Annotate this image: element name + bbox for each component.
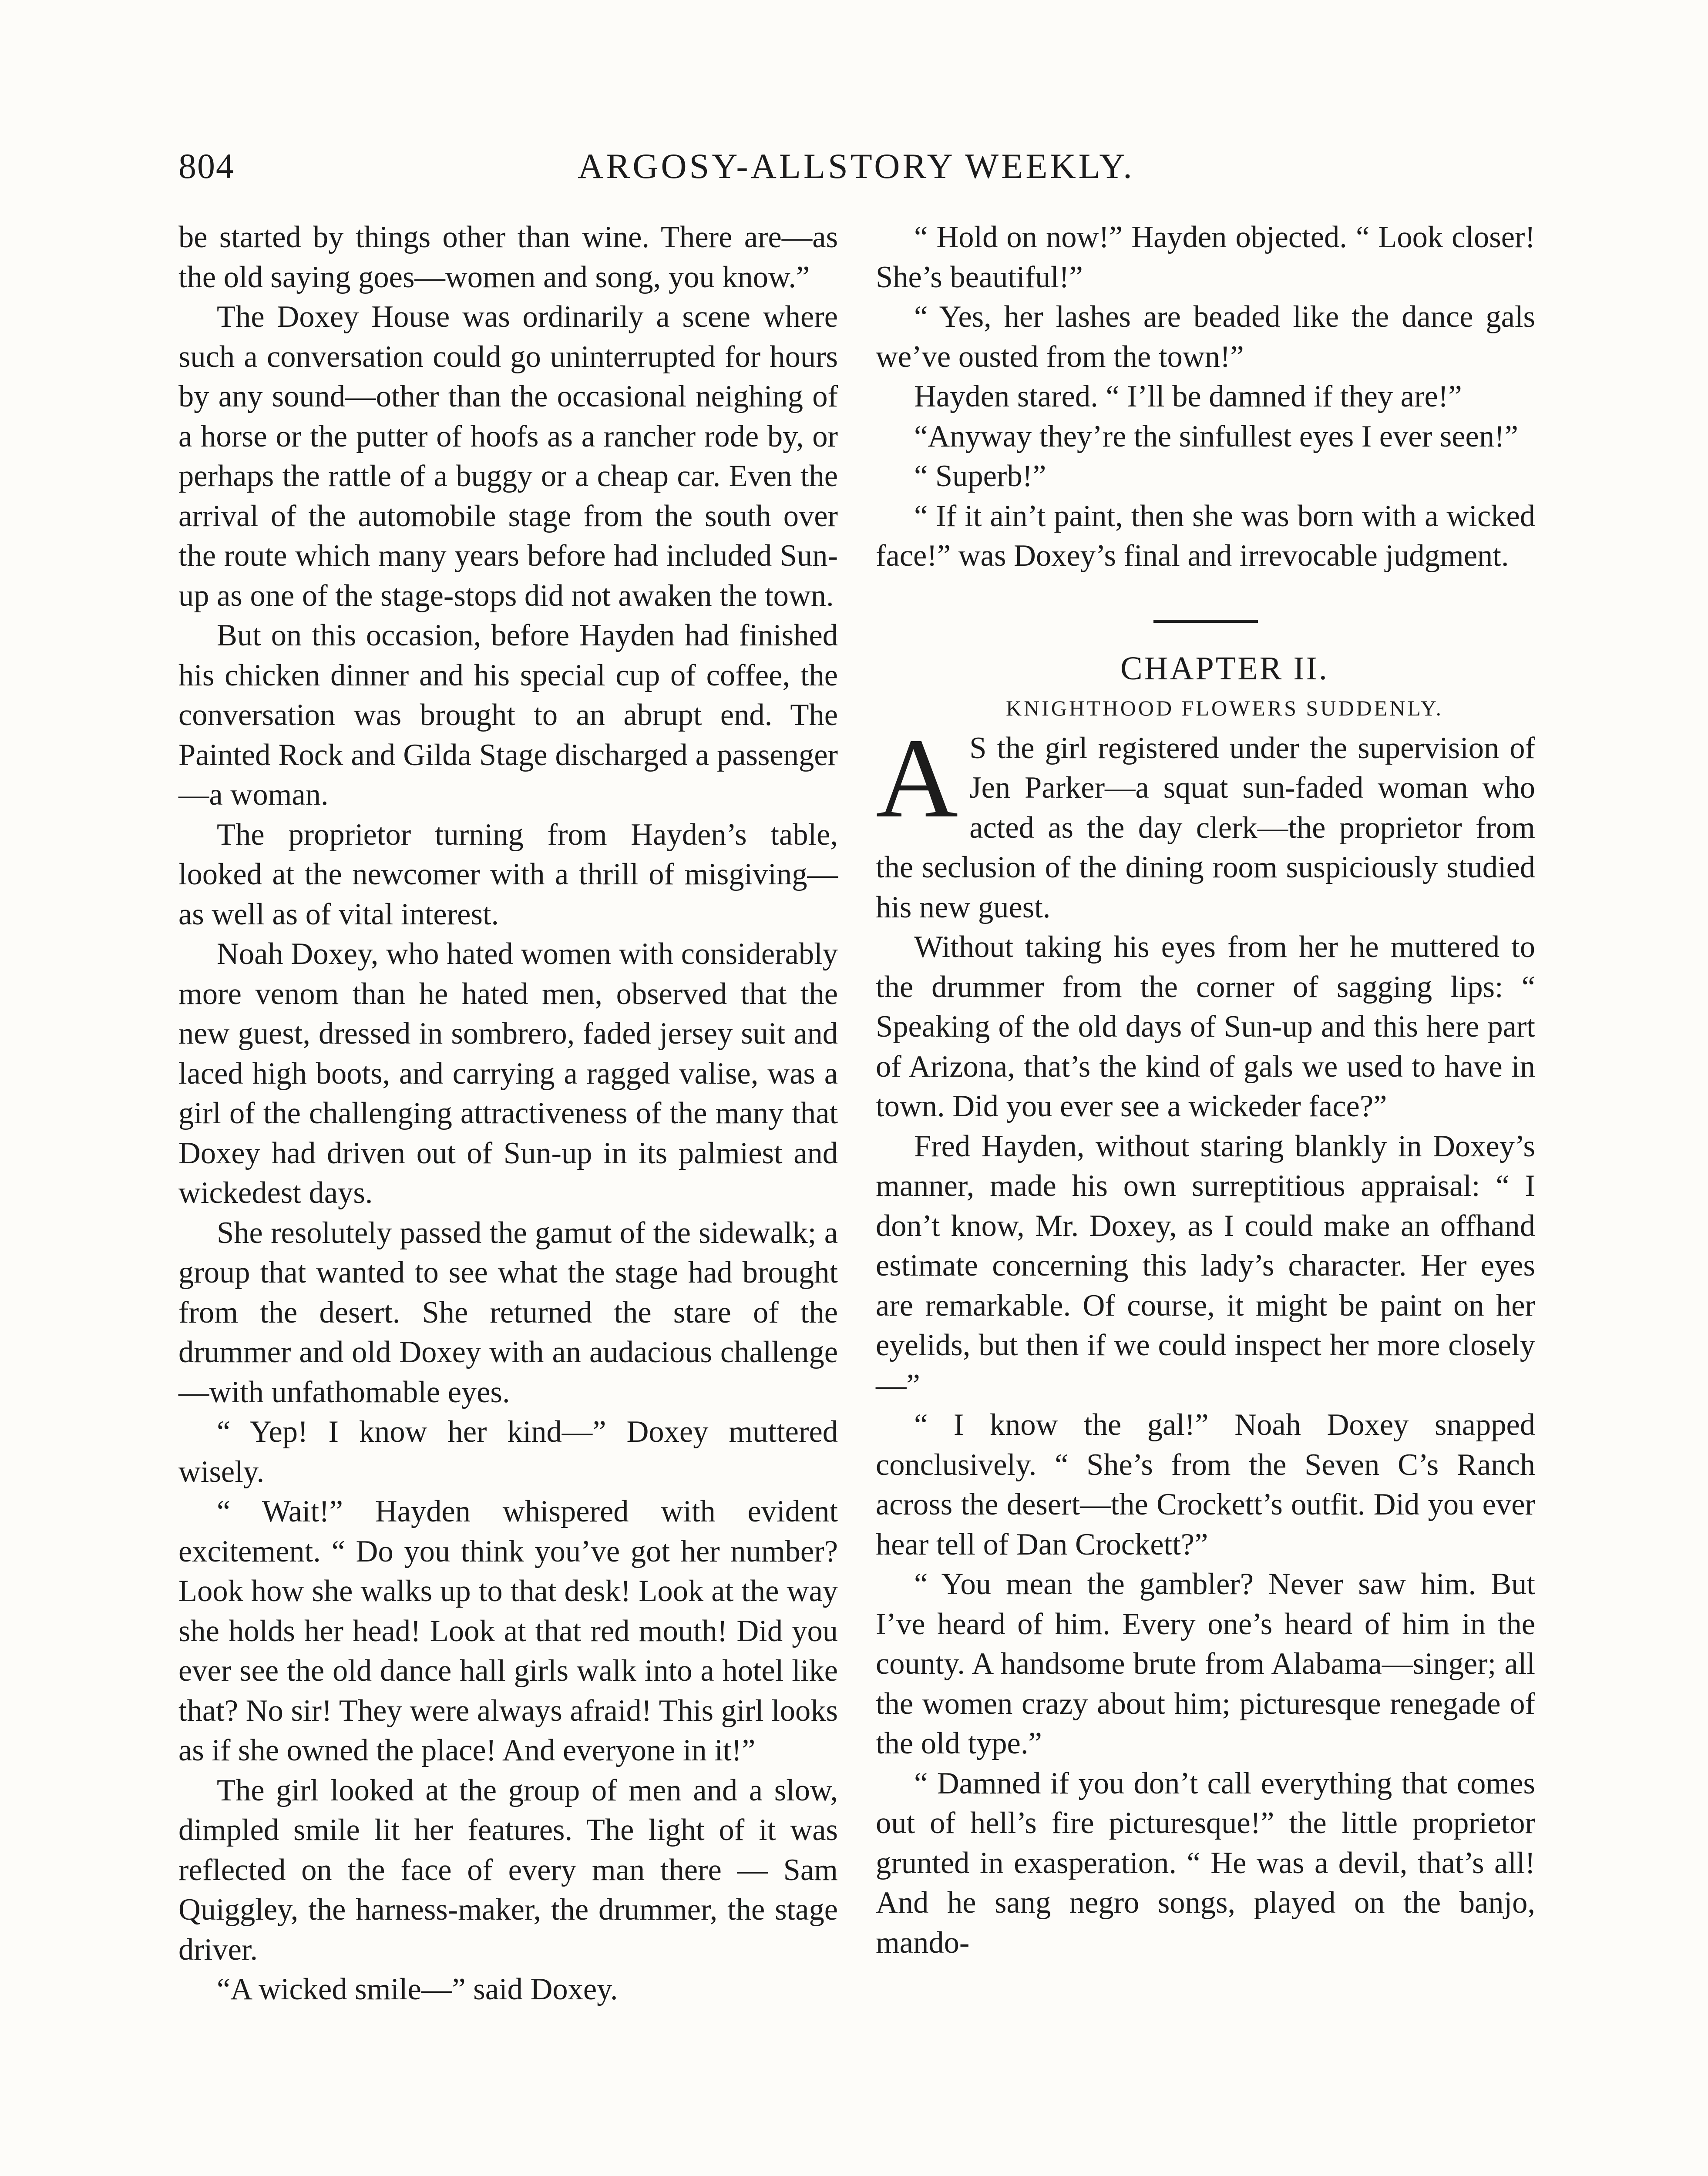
paragraph: “ I know the gal!” Noah Doxey snapped conclusively. “ She’s from the Seven C’s Ranch across the desert—the Crockett’s outfit. Did you ever hear tell of Dan Crockett?” [876,1408,1535,1561]
opening-text: S the girl registered under the supervision of Jen Parker—a squat sun-faded woman who acted as the day clerk—the proprietor from the seclusion of the dining room suspiciously studied his new guest. [876,731,1535,924]
paragraph: “ Wait!” Hayden whispered with evident excitement. “ Do you think you’ve got her number? Look how she walks up to that desk! Look at the way she holds her head! Look at that red mouth! Did you ever see the old dance hall girls walk into a hotel like that? No sir! They were always afraid! This girl looks as if she owned the place! And everyone in it!” [178,1494,838,1767]
paragraph: She resolutely passed the gamut of the sidewalk; a group that wanted to see what the stage had brought from the desert. She returned the stare of the drummer and old Doxey with an audacious challenge—with unfathomable eyes. [178,1216,838,1409]
paragraph: The girl looked at the group of men and a slow, dimpled smile lit her features. The light of it was reflected on the face of every man there — Sam Quiggley, the harness-maker, the drummer, the stage driver. [178,1773,838,1967]
page-number: 804 [178,146,235,186]
paragraph: “ If it ain’t paint, then she was born with a wicked face!” was Doxey’s final and irrevocable judgment. [876,499,1535,573]
chapter-subtitle: KNIGHTHOOD FLOWERS SUDDENLY. [1006,696,1443,720]
paragraph: Noah Doxey, who hated women with considerably more venom than he hated men, observed that the new guest, dressed in sombrero, faded jersey suit and laced high boots, and carrying a ragged valise, was a girl of the challenging attractiveness of the many that Doxey had driven out of Sun-up in its palmiest and wickedest days. [178,937,838,1210]
paragraph: The proprietor turning from Hayden’s table, looked at the newcomer with a thrill of misgiving—as well as of vital interest. [178,817,838,931]
left-column [178,218,838,2010]
paragraph: The Doxey House was ordinarily a scene where such a conversation could go uninterrupted for hours by any sound—other than the occasional neighing of a horse or the putter of hoofs as a rancher rode by, or perhaps the rattle of a buggy or a cheap car. Even the arrival of the automobile stage from the south over the route which many years before had included Sun-up as one of the stage-stops did not awaken the town. [178,300,838,613]
chapter-opening-paragraph [876,715,1535,928]
paragraph: Fred Hayden, without staring blankly in Doxey’s manner, made his own surreptitious appraisal: “ I don’t know, Mr. Doxey, as I could make an offhand estimate concerning this lady’s character. Her eyes are remarkable. Of course, it might be paint on her eyelids, but then if we could inspect her more closely—” [876,1129,1535,1402]
paragraph: Hayden stared. “ I’ll be damned if they are!” [914,379,1462,413]
paragraph: Without taking his eyes from her he muttered to the drummer from the corner of sagging lips: “ Speaking of the old days of Sun-up and this here part of Arizona, that’s the kind of gals we used to have in town. Did you ever see a wickeder face?” [876,930,1535,1123]
paragraph: But on this occasion, before Hayden had finished his chicken dinner and his special cup of coffee, the conversation was brought to an abrupt end. The Painted Rock and Gilda Stage discharged a passenger—a woman. [178,618,838,812]
paragraph: “ Yes, her lashes are beaded like the dance gals we’ve ousted from the town!” [876,300,1535,374]
paragraph: “A wicked smile—” said Doxey. [217,1972,618,2006]
page-header [178,146,1534,194]
paragraph: “ Damned if you don’t call everything that comes out of hell’s fire picturesque!” the little proprietor grunted in exasperation. “ He was a devil, that’s all! And he sang negro songs, played on the banjo, mando- [876,1766,1535,1960]
paragraph: “ Hold on now!” Hayden objected. “ Look closer! She’s beautiful!” [876,220,1535,294]
chapter-title: CHAPTER II. [1120,650,1329,687]
right-column [876,218,1535,1963]
paragraph: “ Superb!” [914,459,1046,493]
paragraph: “ Yep! I know her kind—” Doxey muttered wisely. [178,1415,838,1489]
paragraph: be started by things other than wine. There are—as the old saying goes—women and song, you know.” [178,220,838,294]
paragraph: “Anyway they’re the sinfullest eyes I ever seen!” [914,419,1518,453]
running-title: ARGOSY-ALLSTORY WEEKLY. [578,146,1135,186]
paragraph: “ You mean the gambler? Never saw him. But I’ve heard of him. Every one’s heard of him in the county. A handsome brute from Alabama—singer; all the women crazy about him; picturesque renegade of the old type.” [876,1567,1535,1760]
drop-cap: A [876,715,958,841]
section-divider [1153,620,1258,623]
